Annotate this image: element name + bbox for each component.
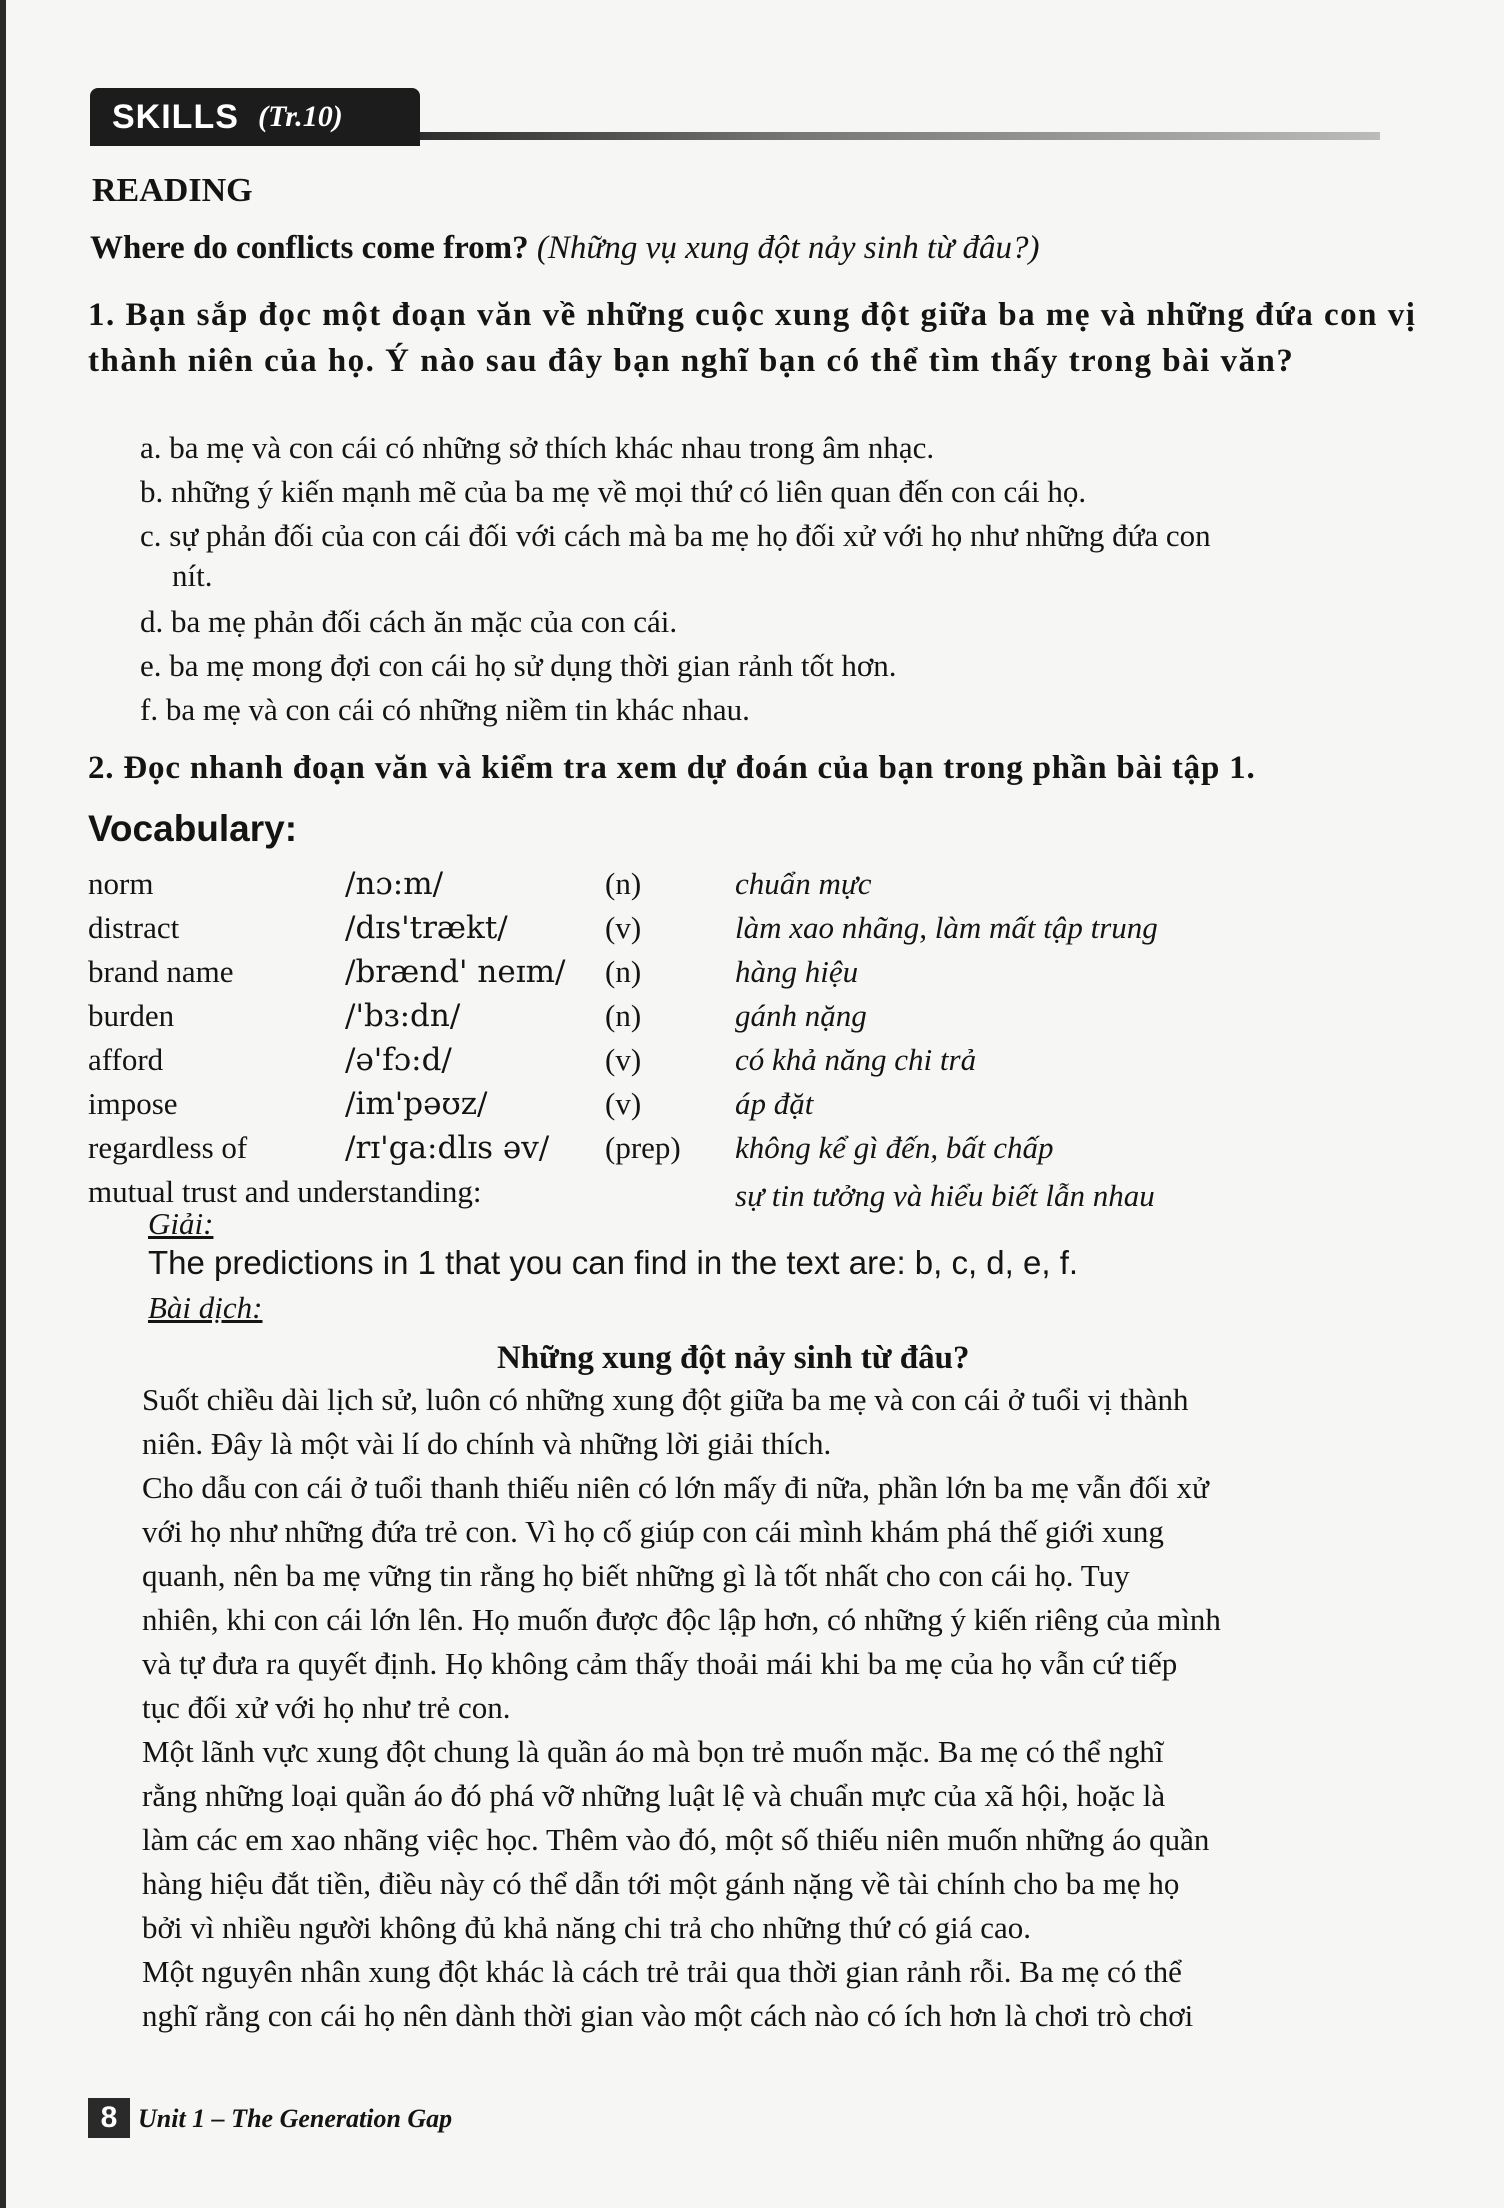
vocab-ipa: /im'pəʊz/: [345, 1086, 488, 1122]
vocab-meaning: hàng hiệu: [735, 954, 859, 989]
reading-heading: READING: [92, 172, 253, 209]
header-rule: [410, 132, 1380, 140]
translation-line: quanh, nên ba mẹ vững tin rằng họ biết những gì là tốt nhất cho con cái họ. Tuy: [142, 1558, 1130, 1593]
vocab-pos: (v): [605, 1042, 642, 1077]
question-title: [90, 230, 1039, 267]
option-d: d. ba mẹ phản đối cách ăn mặc của con cái.: [140, 604, 678, 639]
translation-line: Một nguyên nhân xung đột khác là cách trẻ trải qua thời gian rảnh rỗi. Ba mẹ có thể: [142, 1954, 1182, 1989]
page-edge: [0, 0, 6, 2208]
vocab-meaning: chuẩn mực: [735, 866, 872, 901]
option-c: c. sự phản đối của con cái đối với cách mà ba mẹ họ đối xử với họ như những đứa con: [140, 518, 1211, 553]
option-e: e. ba mẹ mong đợi con cái họ sử dụng thời gian rảnh tốt hơn.: [140, 648, 897, 683]
page-reference: (Tr.10): [258, 100, 343, 133]
exercise-1-text: 1. Bạn sắp đọc một đoạn văn về những cuộc xung đột giữa ba mẹ và những đứa con vị thành niên của họ. Ý nào sau đây bạn nghĩ bạn có thể tìm thấy trong bài văn?: [88, 297, 1417, 379]
translation-line: Suốt chiều dài lịch sử, luôn có những xung đột giữa ba mẹ và con cái ở tuổi vị thành: [142, 1382, 1189, 1417]
vocab-ipa: /ə'fɔ:d/: [345, 1042, 452, 1078]
solution-answer: The predictions in 1 that you can find in the text are: b, c, d, e, f.: [148, 1244, 1079, 1281]
translation-line: Cho dẫu con cái ở tuổi thanh thiếu niên có lớn mấy đi nữa, phần lớn ba mẹ vẫn đối xử: [142, 1470, 1209, 1505]
vocab-meaning: có khả năng chi trả: [735, 1042, 977, 1077]
option-f: f. ba mẹ và con cái có những niềm tin khác nhau.: [140, 692, 750, 727]
page-number: 8: [88, 2098, 130, 2138]
vocab-meaning: gánh nặng: [735, 998, 867, 1033]
translation-line: với họ như những đứa trẻ con. Vì họ cố giúp con cái mình khám phá thế giới xung: [142, 1514, 1164, 1549]
vocabulary-heading: Vocabulary:: [88, 808, 298, 849]
vocab-pos: (n): [605, 998, 642, 1033]
solution-label: Giải:: [148, 1206, 214, 1241]
translation-line: tục đối xử với họ như trẻ con.: [142, 1690, 511, 1725]
translation-line: rằng những loại quần áo đó phá vỡ những luật lệ và chuẩn mực của xã hội, hoặc là: [142, 1778, 1166, 1813]
vocab-ipa: /dɪs'trækt/: [345, 910, 508, 946]
translation-line: và tự đưa ra quyết định. Họ không cảm thấy thoải mái khi ba mẹ của họ vẫn cứ tiếp: [142, 1646, 1178, 1681]
vocab-pos: (n): [605, 866, 642, 901]
vocab-pos: (prep): [605, 1130, 681, 1165]
vocab-pos: (n): [605, 954, 642, 989]
option-a: a. ba mẹ và con cái có những sở thích khác nhau trong âm nhạc.: [140, 430, 935, 465]
translation-line: hàng hiệu đắt tiền, điều này có thể dẫn tới một gánh nặng về tài chính cho ba mẹ họ: [142, 1866, 1180, 1901]
vocab-word: distract: [88, 910, 180, 945]
question-title-en: Where do conflicts come from?: [90, 230, 529, 266]
vocab-ipa: /rɪ'ga:dlɪs əv/: [345, 1130, 550, 1166]
vocab-word: afford: [88, 1042, 164, 1077]
vocab-word: brand name: [88, 954, 234, 989]
section-title: SKILLS: [112, 98, 239, 136]
vocab-word: impose: [88, 1086, 178, 1121]
vocab-pos: (v): [605, 910, 642, 945]
vocab-pos: (v): [605, 1086, 642, 1121]
vocab-ipa: /nɔ:m/: [345, 866, 444, 902]
vocab-meaning: sự tin tưởng và hiểu biết lẫn nhau: [735, 1178, 1155, 1213]
section-header: [90, 88, 1380, 146]
exercise-2-text: 2. Đọc nhanh đoạn văn và kiểm tra xem dự đoán của bạn trong phần bài tập 1.: [88, 750, 1256, 786]
translation-line: niên. Đây là một vài lí do chính và những lời giải thích.: [142, 1426, 832, 1461]
translation-title: Những xung đột nảy sinh từ đâu?: [497, 1340, 970, 1376]
translation-line: nghĩ rằng con cái họ nên dành thời gian vào một cách nào có ích hơn là chơi trò chơi: [142, 1998, 1194, 2033]
vocab-ipa: /'bɜ:dn/: [345, 998, 461, 1034]
translation-line: làm các em xao nhãng việc học. Thêm vào đó, một số thiếu niên muốn những áo quần: [142, 1822, 1210, 1857]
vocab-word: mutual trust and understanding:: [88, 1174, 482, 1209]
unit-title: Unit 1 – The Generation Gap: [138, 2104, 453, 2133]
option-b: b. những ý kiến mạnh mẽ của ba mẹ về mọi thứ có liên quan đến con cái họ.: [140, 474, 1087, 509]
vocab-ipa: /brænd' neɪm/: [345, 954, 566, 990]
question-title-vi: (Những vụ xung đột nảy sinh từ đâu?): [536, 230, 1040, 266]
vocab-meaning: áp đặt: [735, 1086, 814, 1121]
option-c-continued: nít.: [172, 558, 213, 593]
vocab-word: burden: [88, 998, 175, 1033]
vocab-meaning: không kể gì đến, bất chấp: [735, 1130, 1054, 1165]
translation-line: Một lãnh vực xung đột chung là quần áo mà bọn trẻ muốn mặc. Ba mẹ có thể nghĩ: [142, 1734, 1164, 1769]
vocab-word: norm: [88, 866, 154, 901]
translation-label: Bài dịch:: [148, 1290, 263, 1325]
translation-line: nhiên, khi con cái lớn lên. Họ muốn được độc lập hơn, có những ý kiến riêng của mình: [142, 1602, 1221, 1637]
vocab-word: regardless of: [88, 1130, 248, 1165]
translation-line: bởi vì nhiều người không đủ khả năng chi trả cho những thứ có giá cao.: [142, 1910, 1032, 1945]
vocab-meaning: làm xao nhãng, làm mất tập trung: [735, 910, 1158, 945]
